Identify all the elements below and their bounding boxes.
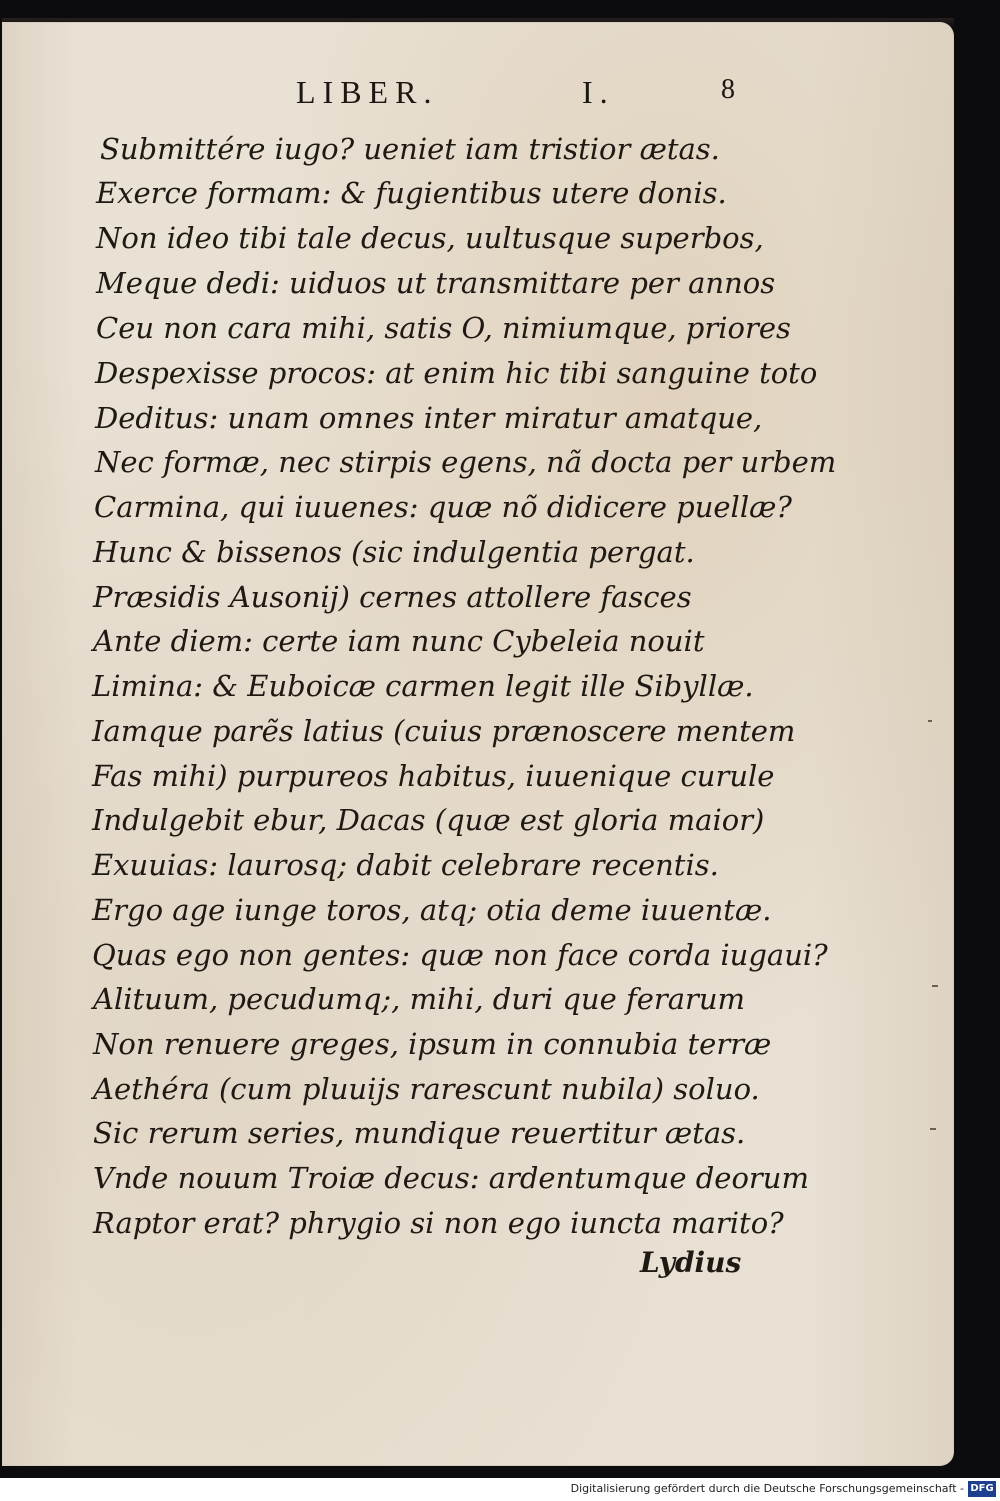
running-head-book-number: I. (582, 74, 615, 110)
verse-line: Sic rerum series, mundique reuertitur ætas. (93, 1116, 746, 1150)
verse-line: Despexisse procos: at enim hic tibi sanguine toto (95, 356, 818, 390)
funding-credit: Digitalisierung gefördert durch die Deutsche Forschungsgemeinschaft - (570, 1482, 964, 1495)
verse-line: Exuuias: laurosq; dabit celebrare recentis. (92, 848, 719, 882)
running-head-title: LIBER. (296, 74, 439, 110)
folio-number: 8 (721, 74, 735, 105)
verse-line: Deditus: unam omnes inter miratur amatque, (95, 401, 763, 435)
verse-line: Meque dedi: uiduos ut transmittare per annos (96, 266, 776, 300)
verse-line: Limina: & Euboicæ carmen legit ille Sibyllæ. (92, 669, 754, 703)
catchword: Lydius (640, 1246, 742, 1279)
verse-line: Hunc & bissenos (sic indulgentia pergat. (93, 535, 695, 569)
verse-line: Iamque parẽs latius (cuius prænoscere mentem (92, 714, 796, 748)
verse-line: Ante diem: certe iam nunc Cybeleia nouit (93, 624, 705, 658)
running-head (0, 74, 1000, 114)
verse-line: Fas mihi) purpureos habitus, iuuenique curule (92, 759, 775, 793)
verse-line: Raptor erat? phrygio si non ego iuncta marito? (93, 1206, 784, 1240)
verse-line: Aethéra (cum pluuijs rarescunt nubila) soluo. (93, 1072, 760, 1106)
verse-line: Carmina, qui iuuenes: quæ nõ didicere puellæ? (94, 490, 792, 524)
verse-line: Alituum, pecudumq;, mihi, duri que ferarum (93, 982, 746, 1016)
verse-line: Indulgebit ebur, Dacas (quæ est gloria maior) (92, 803, 765, 837)
verse-line: Ergo age iunge toros, atq; otia deme iuuentæ. (92, 893, 772, 927)
paper-speck (928, 720, 932, 722)
verse-line: Nec formæ, nec stirpis egens, nã docta per urbem (95, 445, 837, 479)
paper-speck (932, 985, 938, 987)
verse-line: Exerce formam: & fugientibus utere donis. (96, 176, 727, 210)
digitization-footer (0, 1478, 1000, 1501)
verse-line: Vnde nouum Troiæ decus: ardentumque deorum (93, 1161, 809, 1195)
verse-line: Quas ego non gentes: quæ non face corda iugaui? (92, 938, 828, 972)
dfg-logo-icon: DFG (968, 1481, 996, 1497)
verse-line: Præsidis Ausonij) cernes attollere fasces (93, 580, 692, 614)
paper-speck (930, 1128, 936, 1130)
verse-line: Non renuere greges, ipsum in connubia terræ (93, 1027, 772, 1061)
verse-line: Ceu non cara mihi, satis O, nimiumque, priores (96, 311, 791, 345)
verse-line: Submittére iugo? ueniet iam tristior ætas. (100, 132, 720, 166)
verse-line: Non ideo tibi tale decus, uultusque superbos, (96, 221, 764, 255)
